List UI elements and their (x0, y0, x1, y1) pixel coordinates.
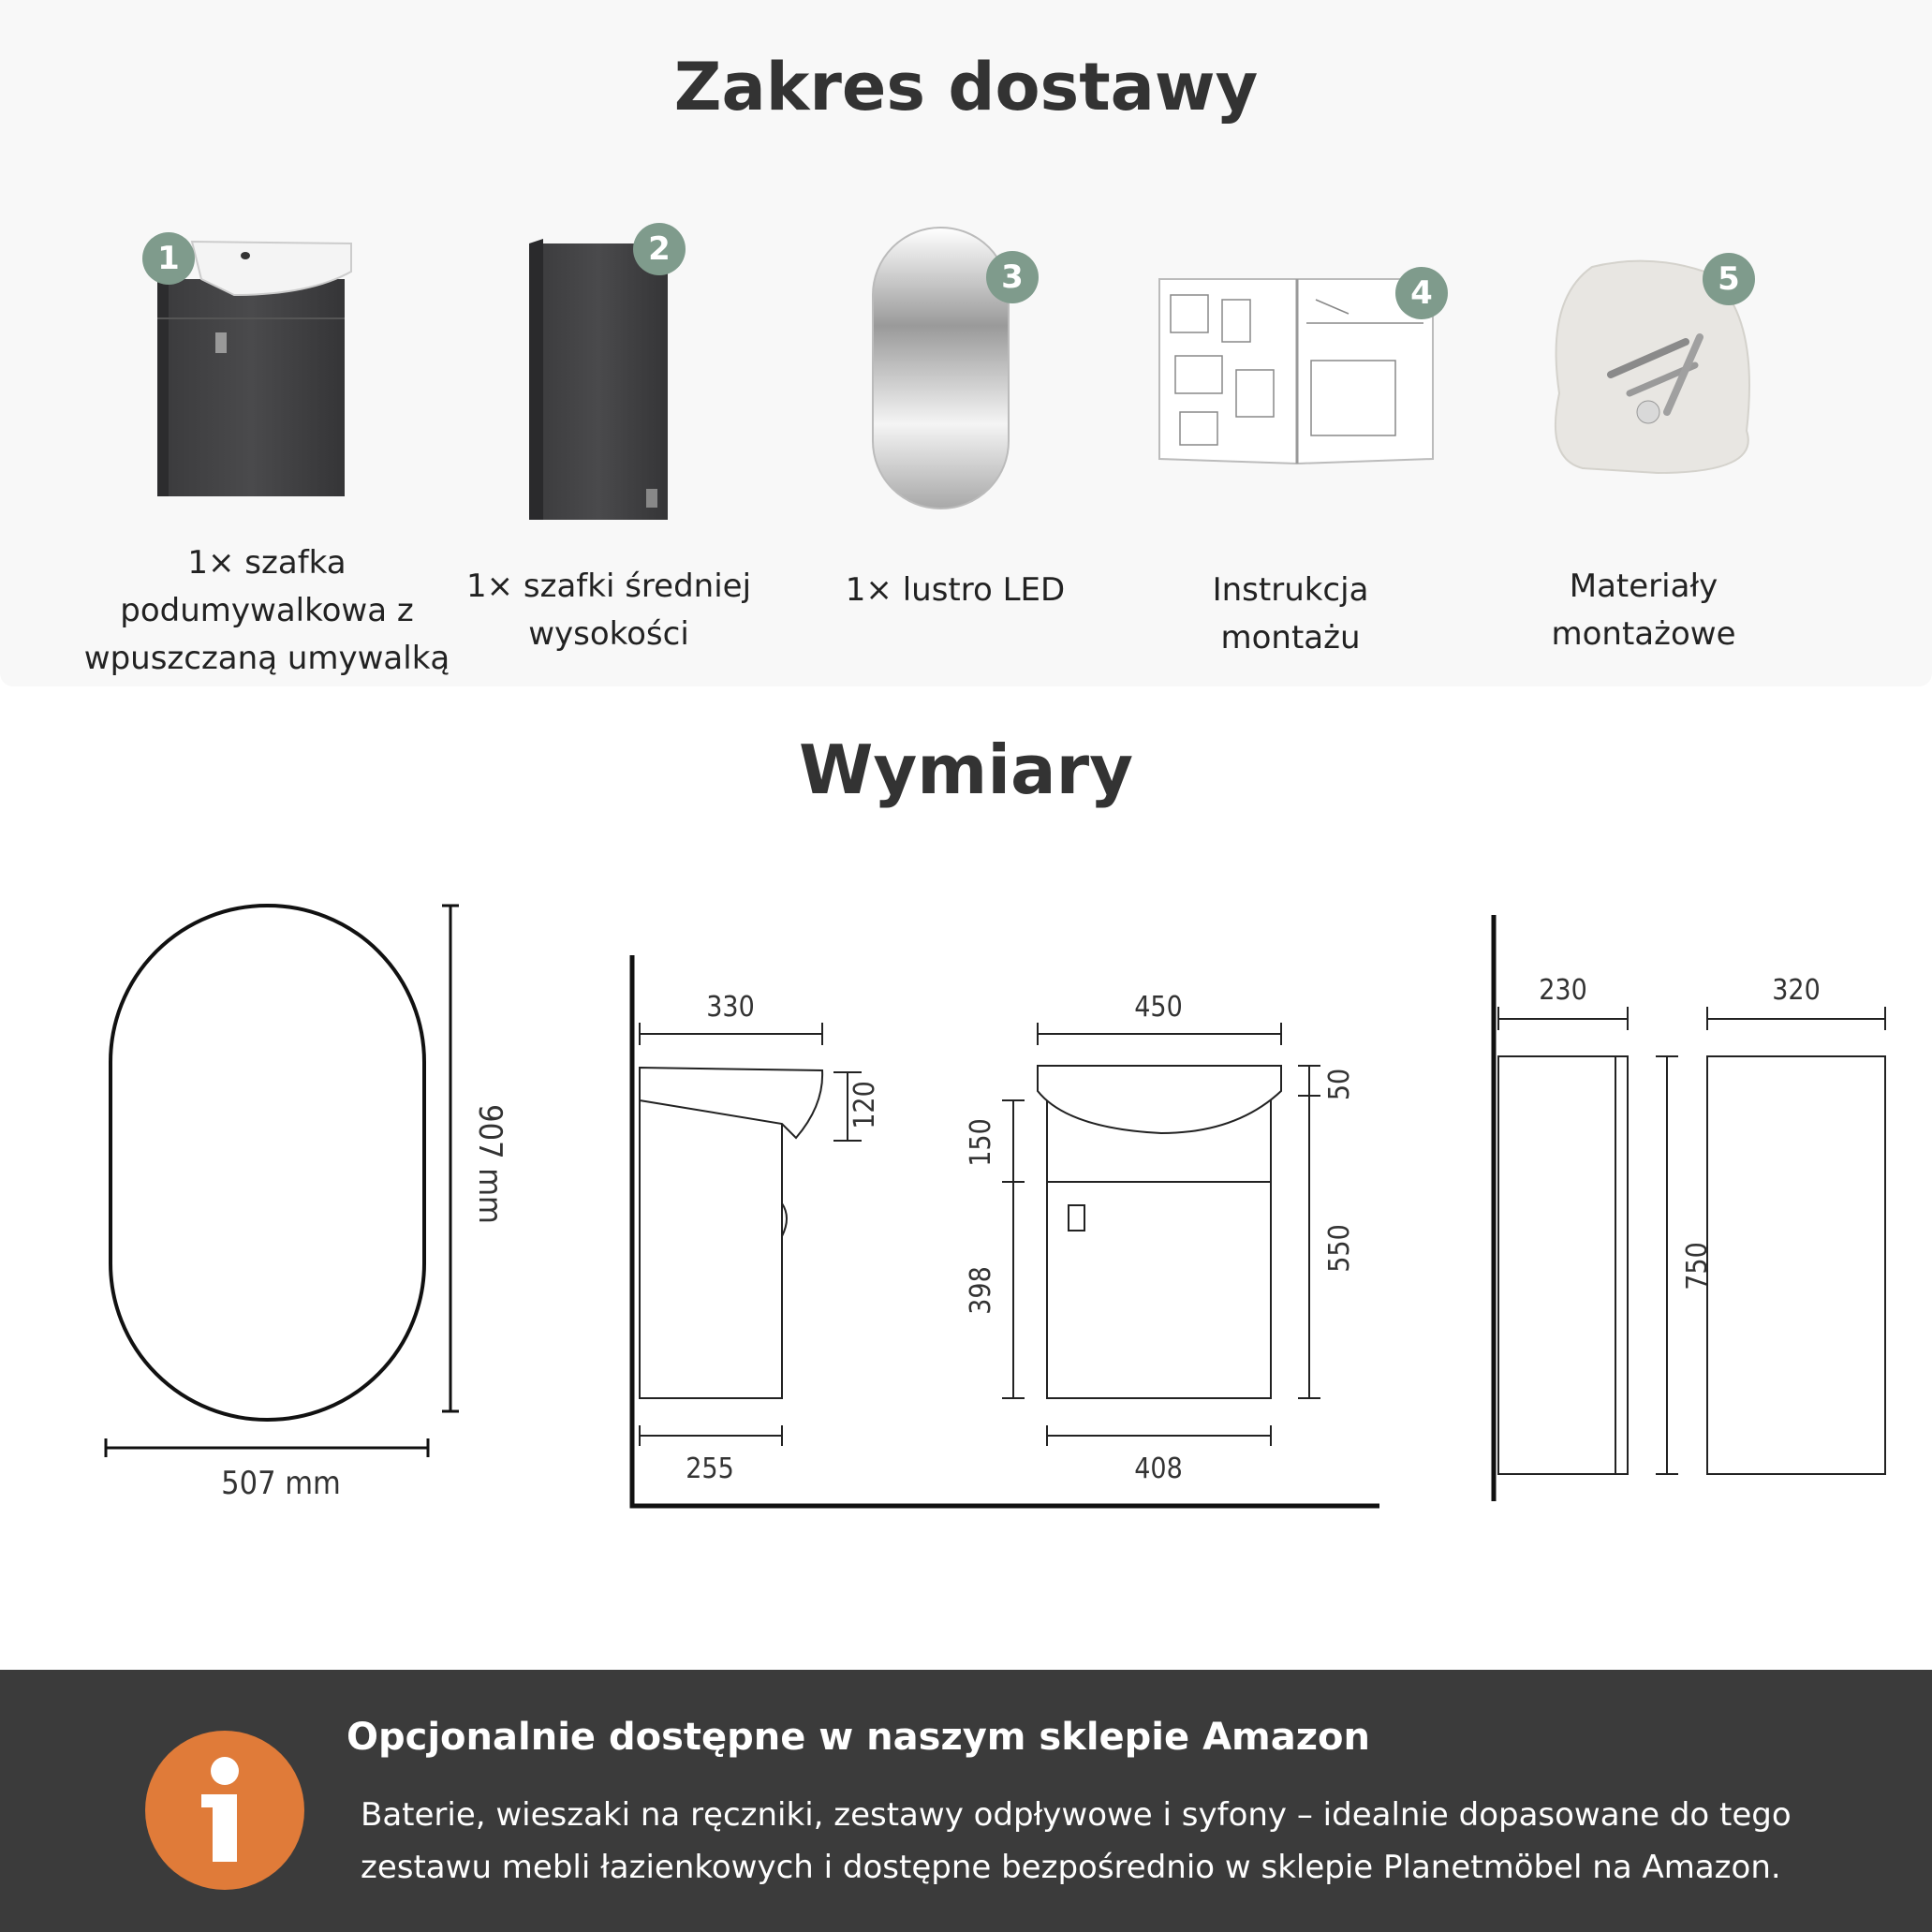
footer-title: Opcjonalnie dostępne w naszym sklepie Amazon (347, 1716, 1370, 1759)
footer-text-line-2: zestawu mebli łazienkowych i dostępne bezpośrednio w sklepie Planetmöbel na Amazon. (361, 1849, 1781, 1886)
item-5-caption: Materiały montażowe (1551, 568, 1736, 653)
mirror-outline (111, 906, 424, 1420)
item-3-caption: 1× lustro LED (845, 571, 1066, 609)
cabinet-width-label: 320 (1772, 974, 1821, 1007)
item-2-badge: 2 (633, 223, 686, 275)
mirror-height-label: 907 mm (471, 1104, 509, 1224)
cabinet-height-label: 750 (1681, 1242, 1714, 1290)
front-width-top-label: 450 (1134, 991, 1183, 1024)
basin-height-label: 120 (848, 1081, 881, 1129)
item-1-caption: 1× szafka podumywalkowa z wpuszczaną umywalką (83, 544, 450, 677)
item-5-badge: 5 (1703, 253, 1755, 305)
footer-text-line-1: Baterie, wieszaki na ręczniki, zestawy odpływowe i syfony – idealnie dopasowane do tego (361, 1796, 1792, 1834)
item-2-caption: 1× szafki średniej wysokości (465, 568, 752, 653)
mirror-width-label: 507 mm (221, 1465, 341, 1502)
item-4-caption: Instrukcja montażu (1212, 571, 1369, 656)
front-width-bottom-label: 408 (1134, 1453, 1183, 1485)
height-398-label: 398 (965, 1266, 997, 1315)
delivery-title: Zakres dostawy (673, 49, 1259, 125)
side-depth-bottom-label: 255 (686, 1453, 734, 1485)
height-50-label: 50 (1323, 1068, 1356, 1101)
height-150-label: 150 (965, 1118, 997, 1167)
info-icon (145, 1731, 304, 1890)
height-550-label: 550 (1323, 1224, 1356, 1273)
item-1-badge: 1 (142, 232, 195, 285)
dimensions-title: Wymiary (798, 730, 1134, 809)
cabinet-depth-label: 230 (1539, 974, 1587, 1007)
side-depth-top-label: 330 (706, 991, 755, 1024)
item-3-badge: 3 (986, 251, 1039, 303)
footer-text (361, 1789, 1859, 1894)
item-4-badge: 4 (1395, 267, 1448, 319)
